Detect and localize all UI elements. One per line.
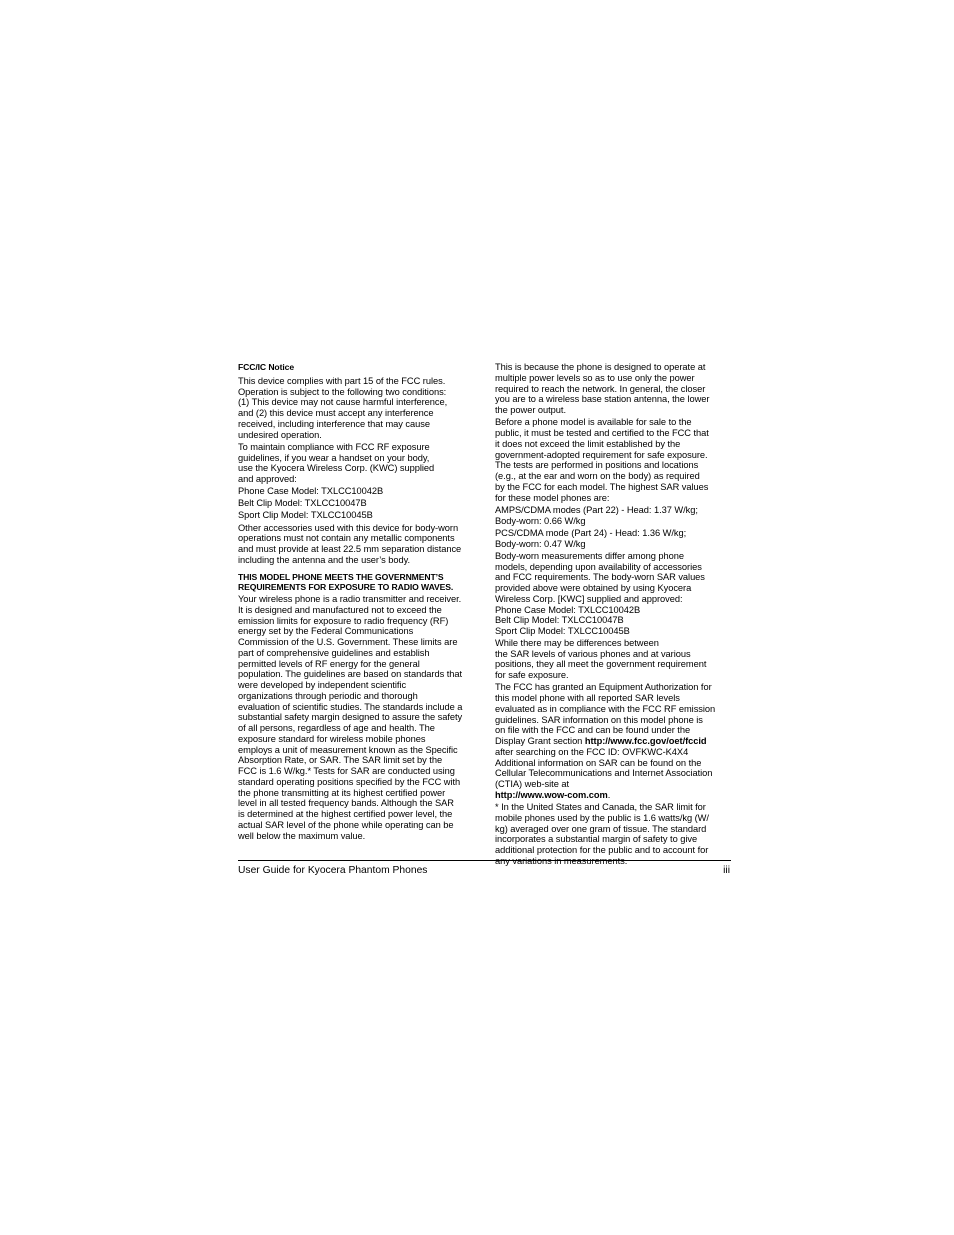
compliance-paragraph: This device complies with part 15 of the FCC rules. Operation is subject to the following two conditions: (1) This device may not cause harmful interference, and (2) this device must accept any interference received, including interference that may cause undesired operation.	[238, 375, 448, 440]
ctia-link[interactable]: http://www.wow-com.com	[495, 789, 608, 800]
equipment-authorization-text: The FCC has granted an Equipment Authorization for this model phone with all reported SAR levels evaluated as in compliance with the FCC RF emission guidelines. SAR information on this model phone is on file with the FCC and can be found under the Display Grant section	[495, 682, 716, 746]
footer-divider	[238, 860, 731, 861]
right-column	[495, 362, 733, 868]
certification-paragraph: Before a phone model is available for sale to the public, it must be tested and certified to the FCC that it does not exceed the limit established by the government-adopted requirement for safe exposure. The tests are performed in positions and locations (e.g., at the ear and worn on the body) as required by the FCC for each model. The highest SAR values for these model phones are:	[495, 417, 709, 503]
period-text: .	[607, 789, 611, 800]
government-requirements-heading: THIS MODEL PHONE MEETS THE GOVERNMENT’S REQUIREMENTS FOR EXPOSURE TO RADIO WAVES.	[238, 571, 454, 593]
sar-limit-footnote: * In the United States and Canada, the SAR limit for mobile phones used by the public is 1.6 watts/kg (W/ kg) averaged over one gram of tissue. The standard incorporates a substantial margin of safety to give additional protection for the public and to account for any variations in measurements.	[495, 802, 709, 866]
equipment-authorization-paragraph	[495, 682, 733, 800]
body-worn-paragraph: Body-worn measurements differ among phone models, depending upon availability of accessories and FCC requirements. The body-worn SAR values provided above were obtained by using Kyocera Wireless Corp. [KWC] supplied and approved: Phone Case Model: TXLCC10042B Belt Clip Model: TXLCC10047B Sport Clip Model: TXLCC10045B	[495, 550, 705, 636]
rf-exposure-paragraph: To maintain compliance with FCC RF exposure guidelines, if you wear a handset on your body, use the Kyocera Wireless Corp. (KWC) supplied and approved:	[238, 441, 435, 484]
footer-title: User Guide for Kyocera Phantom Phones	[238, 865, 428, 876]
accessories-paragraph: Other accessories used with this device for body-worn operations must not contain any metallic components and must provide at least 22.5 mm separation distance including the antenna and the user’s body.	[238, 522, 462, 565]
page-number: iii	[723, 865, 730, 876]
belt-clip-model: Belt Clip Model: TXLCC10047B	[238, 498, 367, 508]
additional-info-text: after searching on the FCC ID: OVFKWC-K4X4 Additional information on SAR can be found on the Cellular Telecommunications and Internet Association (CTIA) web-site at	[495, 746, 713, 789]
pcs-cdma-sar-values: PCS/CDMA mode (Part 24) - Head: 1.36 W/kg; Body-worn: 0.47 W/kg	[495, 527, 687, 549]
left-column	[238, 362, 474, 842]
power-levels-paragraph: This is because the phone is designed to operate at multiple power levels so as to use only the power required to reach the network. In general, the closer you are to a wireless base station antenna, the lower the power output.	[495, 362, 710, 415]
amps-cdma-sar-values: AMPS/CDMA modes (Part 22) - Head: 1.37 W/kg; Body-worn: 0.66 W/kg	[495, 504, 698, 526]
fcc-id-link[interactable]: http://www.fcc.gov/oet/fccid	[584, 736, 707, 746]
fcc-ic-notice-heading: FCC/IC Notice	[238, 362, 294, 372]
sport-clip-model: Sport Clip Model: TXLCC10045B	[238, 510, 373, 521]
differences-paragraph: While there may be differences between the SAR levels of various phones and at various positions, they all meet the government requirement for safe exposure.	[495, 637, 707, 680]
radio-waves-paragraph: Your wireless phone is a radio transmitter and receiver. It is designed and manufactured not to exceed the emission limits for exposure to radio frequency (RF) energy set by the Federal Communications Commission of the U.S. Government. These limits are part of comprehensive guidelines and establish permitted levels of RF energy for the general population. The guidelines are based on standards that were developed by independent scientific organizations through periodic and thorough evaluation of scientific studies. The standards include a substantial safety margin designed to assure the safety of all persons, regardless of age and health. The exposure standard for wireless mobile phones employs a unit of measurement known as the Specific Absorption Rate, or SAR. The SAR limit set by the FCC is 1.6 W/kg.* Tests for SAR are conducted using standard operating positions specified by the FCC with the phone transmitting at its highest certified power level in all tested frequency bands. Although the SAR is determined at the highest certified power level, the actual SAR level of the phone while operating can be well below the maximum value.	[238, 594, 463, 841]
phone-case-model: Phone Case Model: TXLCC10042B	[238, 485, 384, 496]
